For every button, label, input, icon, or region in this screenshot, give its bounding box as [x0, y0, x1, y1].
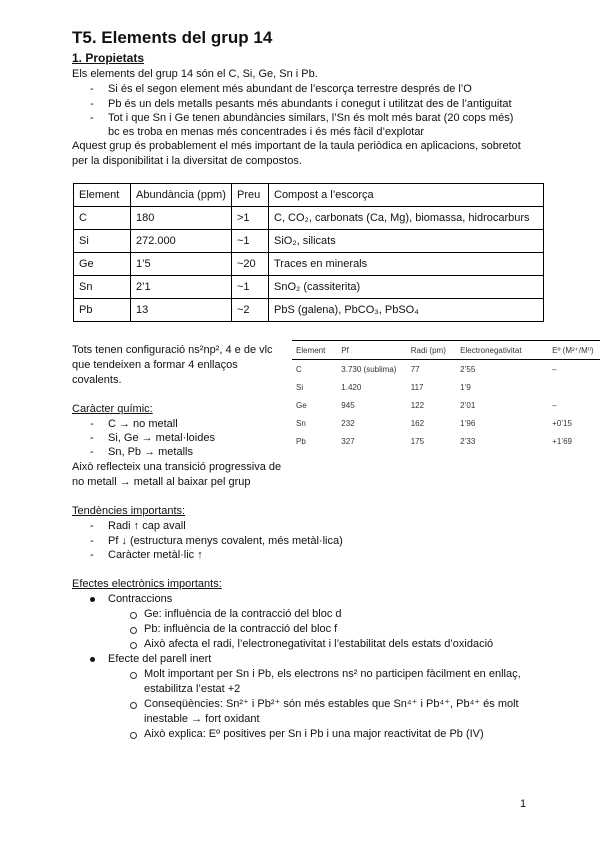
sub-list-item	[144, 622, 337, 637]
table-row	[292, 360, 600, 379]
table-cell: Pb	[74, 299, 131, 322]
bullet-text: Pf ↓ (estructura menys covalent, més metàl·lica)	[108, 535, 343, 547]
table-cell: 180	[131, 207, 232, 230]
table-cell: 162	[410, 418, 425, 428]
table-row	[74, 230, 544, 253]
table-header-cell: Electronegativitat	[456, 341, 548, 360]
table-cell: Pb	[296, 436, 306, 446]
bullet-dot-icon	[90, 597, 95, 602]
table-cell: Si	[74, 230, 131, 253]
table-cell: SnO₂ (cassiterita)	[269, 276, 544, 299]
bullet-item: - Caràcter metàl·lic ↑	[90, 549, 203, 561]
list-item-label: Efecte del parell inert	[108, 653, 212, 665]
list-item	[108, 652, 211, 667]
table-cell: 175	[410, 436, 425, 446]
bullet-circle-icon	[130, 702, 137, 709]
table-cell: 2’1	[131, 276, 232, 299]
sub-list-text: Això explica: Eº positives per Sn i Pb i una major reactivitat de Pb (IV)	[144, 728, 484, 740]
sub-list-text: Això afecta el radi, l’electronegativitat i l’estabilitat dels estats d’oxidació	[144, 638, 494, 650]
tendencies-heading: Tendències importants:	[72, 505, 186, 517]
table-header-cell: Element	[292, 341, 337, 360]
bullet-text: Radi ↑ cap avall	[108, 520, 186, 532]
table-cell: Ge	[296, 400, 307, 410]
table-header-cell: Element	[74, 184, 131, 207]
bullet-circle-icon	[130, 642, 137, 649]
table-cell: +0’15	[552, 418, 572, 428]
page-title: T5. Elements del grup 14	[72, 28, 273, 47]
table-cell: –	[552, 364, 557, 374]
table-cell: Sn	[296, 418, 306, 428]
bullet-continuation: bc es troba en menas més concentrades i és més fàcil d’explotar	[108, 126, 425, 138]
table-row	[74, 299, 544, 322]
paragraph-line: per la disponibilitat i la diversitat de compostos.	[72, 155, 302, 167]
abundance-table	[73, 183, 544, 322]
bullet-item: - Si, Ge → metal·loides	[90, 432, 215, 444]
sub-list-item	[144, 667, 521, 682]
sub-list-continuation: estabilitza l’estat +2	[144, 683, 241, 695]
table-cell: Ge	[74, 253, 131, 276]
table-header-cell: Abundància (ppm)	[131, 184, 232, 207]
table-cell	[548, 378, 600, 396]
bullet-text: Sn, Pb → metalls	[108, 446, 193, 458]
table-cell: 232	[341, 418, 355, 428]
paragraph-line: Aquest grup és probablement el més important de la taula periòdica en aplicacions, sobretot	[72, 140, 521, 152]
bullet-circle-icon	[130, 732, 137, 739]
table-row	[74, 253, 544, 276]
bullet-text: Tot i que Sn i Ge tenen abundàncies similars, l’Sn és molt més barat (20 cops més)	[108, 112, 514, 124]
table-row	[292, 396, 600, 414]
table-row	[74, 276, 544, 299]
config-line: Tots tenen configuració ns²np², 4 e de vlc	[72, 344, 273, 356]
table-cell: 1.420	[341, 382, 362, 392]
table-row	[74, 207, 544, 230]
table-cell: Si	[296, 382, 304, 392]
table-cell: ~1	[232, 276, 269, 299]
list-item	[108, 592, 172, 607]
table-header-row	[292, 341, 600, 360]
efectes-heading: Efectes electrònics importants:	[72, 578, 222, 590]
caracter-heading: Caràcter químic:	[72, 403, 153, 415]
table-header-cell: Radi (pm)	[407, 341, 456, 360]
bullet-text: Caràcter metàl·lic ↑	[108, 549, 203, 561]
sub-list-item	[144, 607, 342, 622]
table-cell: 272.000	[131, 230, 232, 253]
table-cell: C	[296, 364, 302, 374]
bullet-text: C → no metall	[108, 418, 178, 430]
properties-table	[292, 340, 600, 450]
sub-list-continuation: inestable → fort oxidant	[144, 713, 260, 725]
bullet-item: - Si és el segon element més abundant de l’escorça terrestre després de l’O	[90, 83, 472, 95]
bullet-item: - Tot i que Sn i Ge tenen abundàncies similars, l’Sn és molt més barat (20 cops més)	[90, 112, 514, 124]
caracter-note: Això reflecteix una transició progressiva de	[72, 461, 282, 473]
table-row	[292, 414, 600, 432]
caracter-note: no metall → metall al baixar pel grup	[72, 476, 251, 488]
table-cell: >1	[232, 207, 269, 230]
sub-list-text: Molt important per Sn i Pb, els electrons ns² no participen fàcilment en enllaç,	[144, 668, 521, 680]
table-cell: C, CO₂, carbonats (Ca, Mg), biomassa, hidrocarburs	[269, 207, 544, 230]
table-cell: 1’9	[460, 382, 471, 392]
config-line: covalents.	[72, 374, 122, 386]
intro-text: Els elements del grup 14 són el C, Si, Ge, Sn i Pb.	[72, 68, 318, 80]
bullet-item: - Pb és un dels metalls pesants més abundants i conegut i utilitzat des de l’antiguitat	[90, 98, 512, 110]
table-header-cell: Compost a l’escorça	[269, 184, 544, 207]
bullet-item: - Sn, Pb → metalls	[90, 446, 193, 458]
bullet-text: Pb és un dels metalls pesants més abundants i conegut i utilitzat des de l’antiguitat	[108, 98, 512, 110]
table-cell: 327	[341, 436, 355, 446]
sub-list-item	[144, 637, 493, 652]
table-row	[292, 378, 600, 396]
table-cell: 13	[131, 299, 232, 322]
table-cell: Sn	[74, 276, 131, 299]
sub-list-text: Ge: influència de la contracció del bloc d	[144, 608, 342, 620]
bullet-item: - C → no metall	[90, 418, 178, 430]
table-header-cell: Pf	[337, 341, 406, 360]
bullet-item: - Pf ↓ (estructura menys covalent, més metàl·lica)	[90, 535, 343, 547]
sub-list-item	[144, 727, 484, 742]
sub-list-item	[144, 697, 519, 712]
table-cell: ~20	[232, 253, 269, 276]
table-cell: 945	[341, 400, 355, 410]
table-cell: ~1	[232, 230, 269, 253]
bullet-dot-icon	[90, 657, 95, 662]
bullet-text: Si, Ge → metal·loides	[108, 432, 215, 444]
config-line: que tendeixen a formar 4 enllaços	[72, 359, 238, 371]
bullet-circle-icon	[130, 672, 137, 679]
page-number: 1	[520, 798, 527, 810]
table-cell: ~2	[232, 299, 269, 322]
bullet-circle-icon	[130, 612, 137, 619]
table-cell: 3.730 (sublima)	[341, 364, 397, 374]
table-cell: 1’5	[131, 253, 232, 276]
table-cell: SiO₂, silicats	[269, 230, 544, 253]
table-cell: 122	[410, 400, 425, 410]
table-cell: 1’96	[460, 418, 476, 428]
table-cell: 77	[410, 364, 420, 374]
table-cell: –	[552, 400, 557, 410]
section-heading-propietats: 1. Propietats	[72, 51, 145, 65]
table-header-cell: Preu	[232, 184, 269, 207]
table-header-row	[74, 184, 544, 207]
table-cell: 2’55	[460, 364, 476, 374]
bullet-text: Si és el segon element més abundant de l’escorça terrestre després de l’O	[108, 83, 472, 95]
table-cell: 117	[410, 382, 424, 392]
sub-list-text: Pb: influència de la contracció del bloc f	[144, 623, 338, 635]
table-cell: PbS (galena), PbCO₃, PbSO₄	[269, 299, 544, 322]
bullet-circle-icon	[130, 627, 137, 634]
bullet-item: - Radi ↑ cap avall	[90, 520, 186, 532]
sub-list-text: Conseqüències: Sn²⁺ i Pb²⁺ són més estables que Sn⁴⁺ i Pb⁴⁺, Pb⁴⁺ és molt	[144, 698, 519, 710]
table-cell: Traces en minerals	[269, 253, 544, 276]
table-cell: 2’01	[460, 400, 476, 410]
table-cell: C	[74, 207, 131, 230]
table-header-cell: Eº (M²⁺/M⁰)	[548, 341, 600, 360]
table-row	[292, 432, 600, 450]
list-item-label: Contraccions	[108, 593, 173, 605]
table-cell: 2’33	[460, 436, 476, 446]
table-cell: +1’69	[552, 436, 572, 446]
